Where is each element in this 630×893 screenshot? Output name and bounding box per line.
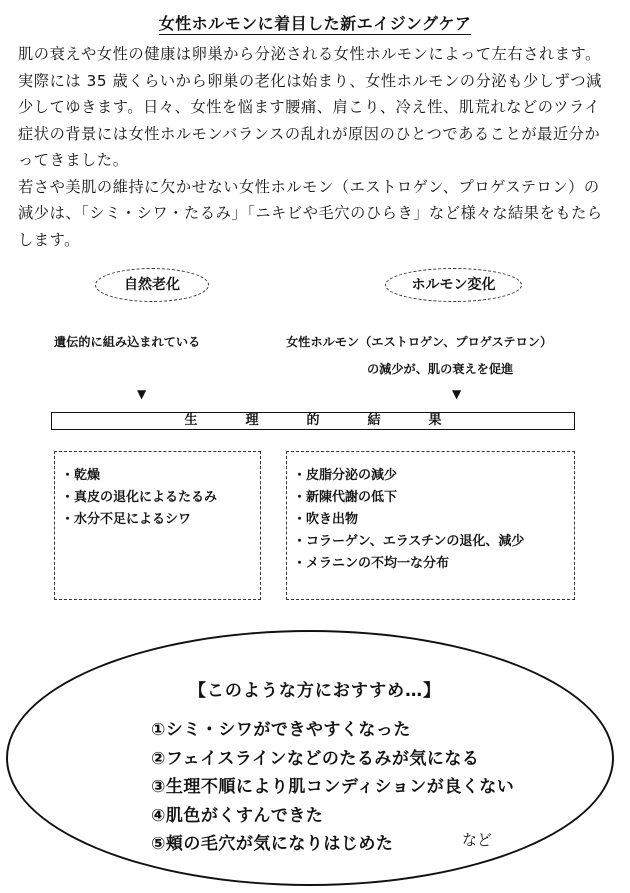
- intro-line: 若さや美肌の維持に欠かせない女性ホルモン（エストロゲン、プロゲステロン）の: [18, 177, 600, 196]
- list-item: ・吹き出物: [293, 512, 359, 527]
- recommendation-item: ①シミ・シワができやすくなった: [151, 720, 411, 740]
- recommendation-item: ④肌色がくすんできた: [151, 805, 324, 826]
- intro-line: 実際には 35 歳くらいから卵巣の老化は始まり、女性ホルモンの分泌も少しずつ減: [18, 71, 602, 90]
- intro-line: 少してゆきます。日々、女性を悩ます腰痛、肩こり、冷え性、肌荒れなどのツライ: [18, 98, 601, 116]
- result-char: 的: [306, 413, 320, 428]
- list-item: ・メラニンの不均一な分布: [293, 556, 450, 571]
- recommendation-item: ⑤頬の毛穴が気になりはじめた: [151, 834, 394, 854]
- list-item: ・皮脂分泌の減少: [293, 468, 398, 483]
- hormone-change-description-line2: の減少が、肌の衰えを促進: [367, 362, 514, 376]
- natural-aging-description: 遺伝的に組み込まれている: [54, 335, 201, 349]
- list-item: ・水分不足によるシワ: [61, 512, 192, 527]
- list-item: ・真皮の退化によるたるみ: [61, 490, 218, 505]
- intro-line: ってきました。: [18, 151, 129, 169]
- intro-line: 減少は、「シミ・シワ・たるみ」「ニキビや毛穴のひらき」など様々な結果をもたら: [18, 204, 603, 222]
- natural-aging-label: 自然老化: [95, 268, 209, 302]
- result-char: 結: [367, 413, 381, 428]
- intro-line: 症状の背景には女性ホルモンバランスの乱れが原因のひとつであることが最近分か: [18, 124, 601, 143]
- result-char: 生: [184, 413, 198, 428]
- list-item: ・コラーゲン、エラスチンの退化、減少: [293, 534, 525, 549]
- recommendation-item: ②フェイスラインなどのたるみが気になる: [151, 748, 480, 769]
- intro-line: します。: [18, 230, 80, 249]
- list-item: ・乾燥: [61, 468, 101, 483]
- arrow-down-icon: ▼: [137, 387, 147, 401]
- list-item: ・新陳代謝の低下: [293, 490, 398, 505]
- page-title-text: 女性ホルモンに着目した新エイジングケア: [158, 14, 472, 33]
- recommendation-suffix: など: [462, 831, 493, 849]
- intro-line: 肌の衰えや女性の健康は卵巣から分泌される女性ホルモンによって左右されます。: [18, 45, 601, 63]
- arrow-down-icon: ▼: [452, 387, 462, 401]
- recommendation-title: 【このような方におすすめ…】: [188, 681, 442, 701]
- page-title: [0, 11, 630, 34]
- recommendation-item: ③生理不順により肌コンディションが良くない: [151, 777, 515, 797]
- natural-aging-results-box: [54, 451, 261, 600]
- hormone-change-label: ホルモン変化: [385, 268, 522, 302]
- physiological-result-bar: [51, 412, 575, 430]
- recommendation-list: [151, 716, 514, 859]
- result-char: 果: [428, 413, 442, 428]
- hormone-change-results-box: [286, 451, 575, 600]
- hormone-change-description-line1: 女性ホルモン（エストロゲン、プロゲステロン）: [286, 335, 553, 349]
- intro-paragraph: [18, 41, 616, 253]
- result-char: 理: [245, 413, 259, 428]
